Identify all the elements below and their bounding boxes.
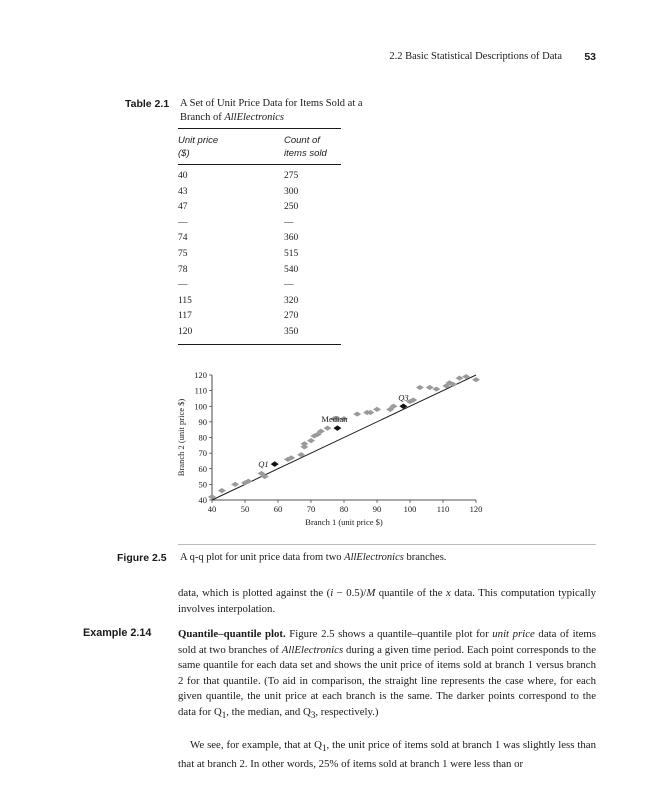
text-run: data, which is plotted against the ( — [178, 587, 331, 599]
data-point — [324, 426, 332, 431]
cell-unit-price: 115 — [178, 295, 192, 306]
text-run: Figure 2.5 shows a quantile–quantile plot for — [285, 628, 493, 640]
paragraph-q1-analysis — [178, 738, 596, 772]
cell-count: 270 — [284, 311, 299, 322]
col-header-unit-price-line1: Unit price — [178, 135, 219, 146]
table-row — [178, 294, 341, 310]
text-run: data of items sold at two branches of — [178, 628, 596, 656]
y-tick-label: 60 — [198, 463, 207, 474]
x-axis-label: Branch 1 (unit price $) — [305, 517, 383, 527]
text-run: quantile of the — [375, 587, 447, 599]
data-point — [426, 385, 434, 390]
quantile-label: Q3 — [398, 392, 409, 403]
cell-unit-price: 75 — [178, 248, 188, 259]
data-point — [432, 386, 440, 391]
data-point — [472, 377, 480, 382]
table-bottom-rule — [178, 344, 341, 345]
quantile-label: Q1 — [258, 459, 269, 470]
math-i: i — [330, 587, 334, 599]
quantile-point-q1 — [271, 461, 279, 467]
paragraph-interpolation — [178, 586, 596, 617]
example-title: Quantile–quantile plot. — [178, 628, 286, 640]
y-tick-label: 100 — [194, 401, 207, 412]
col-header-count — [284, 134, 327, 160]
cell-count: 540 — [284, 264, 299, 275]
figure-caption-prefix: A q-q plot for unit price data from two — [180, 552, 345, 563]
col-header-count-line1: Count of — [284, 135, 320, 146]
data-point — [307, 438, 315, 443]
table-caption-text: A Set of Unit Price Data for Items Sold at a Branch of — [180, 98, 363, 123]
cell-count: — — [284, 217, 294, 228]
text-run: , the median, and Q — [226, 705, 311, 718]
y-tick-label: 70 — [198, 448, 207, 459]
y-tick-label: 40 — [198, 495, 207, 505]
table-row — [178, 263, 341, 279]
x-tick-label: 90 — [372, 504, 382, 514]
cell-unit-price: 74 — [178, 233, 188, 244]
data-point — [416, 385, 424, 390]
cell-unit-price: 47 — [178, 202, 188, 213]
cell-count: 320 — [284, 295, 299, 306]
x-tick-label: 50 — [240, 504, 250, 514]
cell-unit-price: 78 — [178, 264, 188, 275]
table-row — [178, 200, 341, 216]
cell-count: 250 — [284, 202, 299, 213]
running-header — [300, 51, 596, 65]
x-tick-label: 40 — [207, 504, 217, 514]
text-run: − 0.5)/ — [333, 587, 367, 599]
figure-caption-suffix: branches. — [403, 552, 447, 563]
table-row — [178, 169, 341, 185]
data-point — [373, 407, 381, 412]
cell-unit-price: 120 — [178, 326, 193, 337]
cell-count: 350 — [284, 326, 299, 337]
data-point — [353, 411, 361, 416]
data-point — [456, 376, 464, 381]
text-run: , the unit price of items sold at branch 1 was slightly less than that at branch 2. In other words, 25% of items sold at branch 1 were less than or — [178, 739, 596, 770]
cell-unit-price: — — [178, 280, 188, 291]
data-point — [300, 441, 308, 446]
y-tick-label: 120 — [194, 370, 207, 380]
subscript: 1 — [221, 709, 227, 720]
math-x: x — [446, 587, 451, 599]
x-tick-label: 110 — [436, 504, 450, 514]
text-run: , respectively.) — [315, 705, 379, 718]
table-row — [178, 247, 341, 263]
x-tick-label: 80 — [339, 504, 349, 514]
text-run: during a given time period. Each point corresponds to the same quantile for each data set and shows the unit price of items sold at branch 1 versus branch 2 for that quantile. (To aid in comparison, the straight line represents the case where, for each given quantile, the unit price at each branch is the same. The darker points correspond to the data for Q — [178, 643, 596, 718]
data-point — [231, 482, 239, 487]
col-header-unit-price — [178, 134, 218, 160]
cell-unit-price: — — [178, 217, 188, 228]
cell-count: 300 — [284, 186, 299, 197]
running-title: 2.2 Basic Statistical Descriptions of Data — [389, 51, 562, 62]
figure-label: Figure 2.5 — [117, 552, 167, 564]
quantile-point-median — [333, 425, 341, 431]
cell-count: 275 — [284, 171, 299, 181]
data-point — [218, 488, 226, 493]
y-tick-label: 110 — [194, 385, 207, 396]
table-row — [178, 216, 341, 232]
page-number: 53 — [584, 51, 596, 63]
math-m: M — [366, 587, 376, 599]
unit-price-table — [178, 128, 341, 345]
x-tick-label: 100 — [403, 504, 417, 514]
y-tick-label: 80 — [198, 432, 207, 443]
y-axis-label: Branch 2 (unit price $) — [176, 398, 186, 477]
table-caption — [180, 97, 370, 125]
table-row — [178, 309, 341, 325]
table-header — [178, 129, 341, 164]
text-run: We see, for example, that at Q — [190, 739, 322, 751]
cell-count: — — [284, 280, 294, 291]
text-italic: unit price — [492, 628, 535, 640]
table-row — [178, 278, 341, 294]
figure-caption — [180, 552, 446, 563]
cell-unit-price: 40 — [178, 171, 188, 181]
cell-unit-price: 43 — [178, 186, 188, 197]
figure-caption-italic: AllElectronics — [344, 552, 404, 563]
figure-rule — [178, 544, 596, 545]
y-tick-label: 90 — [198, 416, 207, 427]
paragraph-example — [178, 627, 596, 723]
table-body — [178, 165, 341, 344]
table-caption-italic: AllElectronics — [224, 112, 285, 123]
cell-unit-price: 117 — [178, 311, 192, 322]
text-run: data. This computation typically involves interpolation. — [178, 587, 597, 615]
col-header-count-line2: items sold — [284, 148, 327, 159]
table-label: Table 2.1 — [125, 98, 170, 110]
col-header-unit-price-line2: ($) — [178, 148, 190, 159]
x-tick-label: 120 — [469, 504, 483, 514]
quantile-label: Median — [321, 414, 348, 425]
y-tick-label: 50 — [198, 479, 207, 490]
table-row — [178, 325, 341, 341]
subscript: 1 — [321, 743, 327, 754]
subscript: 3 — [310, 709, 316, 720]
x-tick-label: 70 — [306, 504, 316, 514]
example-label: Example 2.14 — [83, 627, 152, 639]
x-tick-label: 60 — [273, 504, 283, 514]
table-row — [178, 231, 341, 247]
text-italic: AllElectronics — [281, 643, 344, 656]
cell-count: 515 — [284, 248, 299, 259]
cell-count: 360 — [284, 233, 299, 244]
table-row — [178, 185, 341, 201]
qq-plot — [170, 365, 490, 535]
